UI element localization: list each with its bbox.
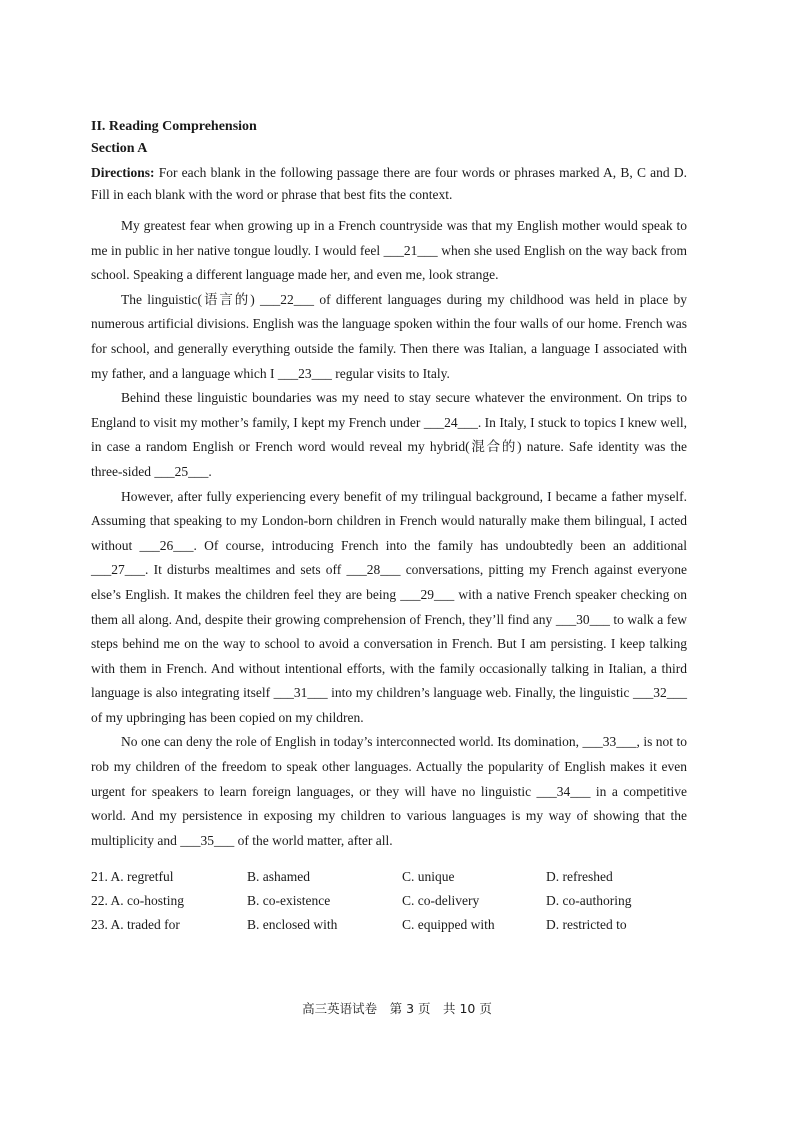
option-22-b: B. co-existence (247, 893, 331, 909)
option-22-d: D. co-authoring (546, 893, 632, 909)
section-subtitle: Section A (91, 141, 148, 156)
passage-paragraph: No one can deny the role of English in today’s interconnected world. Its domination, ___33___, is not to rob my children of the freedom to speak other languages. Actually the popularity of English makes it even urgent for speakers to learn foreign languages, or they will have no linguistic ___34___ in a competitive world. And my persistence in exposing my children to various languages is my way of showing that the multiplicity and ___35___ of the world matter, after all. (91, 734, 687, 848)
option-row-23 (91, 913, 687, 937)
passage-paragraph: However, after fully experiencing every benefit of my trilingual background, I became a father myself. Assuming that speaking to my London-born children in French would naturally make them bilingual, I acted without ___26___. Of course, introducing French into the family has undoubtedly been an additional ___27___. It disturbs mealtimes and sets off ___28___ conversations, pitting my French against everyone else’s English. It makes the children feel they are being ___29___ with a native French speaker checking on them all along. And, despite their growing comprehension of French, they’ll find any ___30___ to walk a few steps behind me on the way to school to avoid a conversation in French. But I am persisting. I keep talking with them in French. And without intentional efforts, with the family occasionally talking in Italian, a third language is also integrating itself ___31___ into my children’s language web. Finally, the linguistic ___32___ of my upbringing has been copied on my children. (91, 488, 687, 725)
directions-text: For each blank in the following passage there are four words or phrases marked A, B, C and D. Fill in each blank with the word or phrase that best fits the context. (91, 165, 687, 202)
option-23-b: B. enclosed with (247, 917, 338, 933)
option-21-d: D. refreshed (546, 869, 613, 885)
option-row-22 (91, 889, 687, 913)
option-23-a: 23. A. traded for (91, 917, 180, 933)
page-footer: 高三英语试卷 第 3 页 共 10 页 (302, 1001, 492, 1016)
passage-paragraph: Behind these linguistic boundaries was my need to stay secure whatever the environment. On trips to England to visit my mother’s family, I kept my French under ___24___. In Italy, I stuck to topics I knew well, in case a random English or French word would reveal my hybrid(混合的) nature. Safe identity was the three-sided ___25___. (91, 390, 687, 479)
option-21-b: B. ashamed (247, 869, 310, 885)
section-title: II. Reading Comprehension (91, 119, 257, 134)
answer-options (91, 865, 687, 937)
option-23-c: C. equipped with (402, 917, 495, 933)
option-23-d: D. restricted to (546, 917, 627, 933)
directions (91, 162, 687, 206)
option-row-21 (91, 865, 687, 889)
passage-paragraph: My greatest fear when growing up in a French countryside was that my English mother would speak to me in public in her native tongue loudly. I would feel ___21___ when she used English on the way back from school. Speaking a different language made her, and even me, look strange. (91, 218, 687, 283)
directions-label: Directions: (91, 165, 155, 180)
option-22-c: C. co-delivery (402, 893, 480, 909)
option-21-a: 21. A. regretful (91, 869, 174, 885)
option-22-a: 22. A. co-hosting (91, 893, 184, 909)
exam-page (91, 116, 687, 937)
option-21-c: C. unique (402, 869, 455, 885)
passage (91, 214, 687, 853)
passage-paragraph: The linguistic(语言的) ___22___ of different languages during my childhood was held in place by numerous artificial divisions. English was the language spoken within the four walls of our home. French was for school, and generally everything outside the family. Then there was Italian, a language I associated with my father, and a language which I ___23___ regular visits to Italy. (91, 291, 687, 381)
